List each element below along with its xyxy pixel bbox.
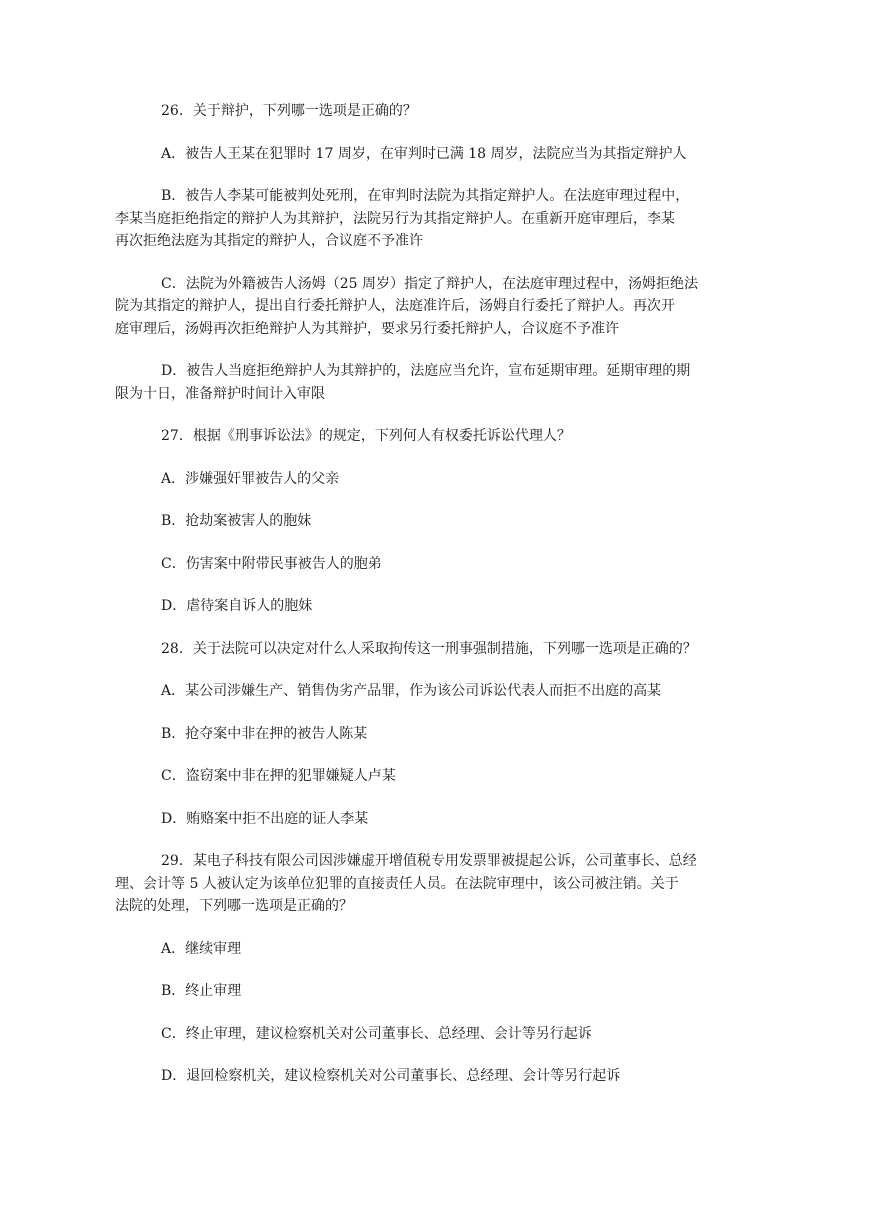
question-27-option-d: D．虐待案自诉人的胞妹 — [161, 598, 313, 614]
question-29-option-c: C．终止审理，建议检察机关对公司董事长、总经理、会计等另行起诉 — [161, 1025, 592, 1042]
question-26-option-c: C．法院为外籍被告人汤姆（25 周岁）指定了辩护人，在法庭审理过程中，汤姆拒绝法 院为其指定的辩护人，提出自行委托辩护人，法庭准许后，汤姆自行委托了辩护人。再次开 庭审理后，汤姆再次拒绝辩护人为其辩护，要求另行委托辩护人，合议庭不予准许 — [115, 275, 698, 337]
question-28-option-d: D．贿赂案中拒不出庭的证人李某 — [161, 810, 369, 827]
question-26-stem: 26．关于辩护，下列哪一选项是正确的？ — [161, 103, 417, 119]
document-page — [115, 100, 744, 1088]
question-27-option-b: B．抢劫案被害人的胞妹 — [161, 513, 312, 529]
question-28-option-c: C．盗窃案中非在押的犯罪嫌疑人卢某 — [161, 768, 396, 784]
question-26-option-a: A．被告人王某在犯罪时 17 周岁，在审判时已满 18 周岁，法院应当为其指定辩护人 — [161, 145, 687, 162]
question-27-option-c: C．伤害案中附带民事被告人的胞弟 — [161, 555, 382, 572]
question-29-stem: 29．某电子科技有限公司因涉嫌虚开增值税专用发票罪被提起公诉，公司董事长、总经 理、会计等 5 人被认定为该单位犯罪的直接责任人员。在法院审理中，该公司被注销。关于 法院的处理，下列哪一选项是正确的？ — [115, 853, 697, 914]
question-29-option-a: A．继续审理 — [161, 940, 242, 957]
question-27-stem: 27．根据《刑事诉讼法》的规定，下列何人有权委托诉讼代理人？ — [161, 428, 571, 444]
question-29-option-d: D．退回检察机关，建议检察机关对公司董事长、总经理、会计等另行起诉 — [161, 1068, 621, 1084]
question-26-option-b: B．被告人李某可能被判处死刑，在审判时法院为其指定辩护人。在法庭审理过程中， 李某当庭拒绝指定的辩护人为其辩护，法院另行为其指定辩护人。在重新开庭审理后，李某 再次拒绝法庭为其指定的辩护人，合议庭不予准许 — [115, 188, 690, 249]
question-27-option-a: A．涉嫌强奸罪被告人的父亲 — [161, 470, 340, 487]
question-29-option-b: B．终止审理 — [161, 983, 242, 999]
question-28-option-a: A．某公司涉嫌生产、销售伪劣产品罪，作为该公司诉讼代表人而拒不出庭的高某 — [161, 683, 662, 699]
question-28-option-b: B．抢夺案中非在押的被告人陈某 — [161, 725, 368, 742]
question-28-stem: 28．关于法院可以决定对什么人采取拘传这一刑事强制措施，下列哪一选项是正确的？ — [161, 640, 697, 657]
question-26-option-d: D．被告人当庭拒绝辩护人为其辩护的，法庭应当允许，宣布延期审理。延期审理的期 限为十日，准备辩护时间计入审限 — [115, 363, 691, 402]
